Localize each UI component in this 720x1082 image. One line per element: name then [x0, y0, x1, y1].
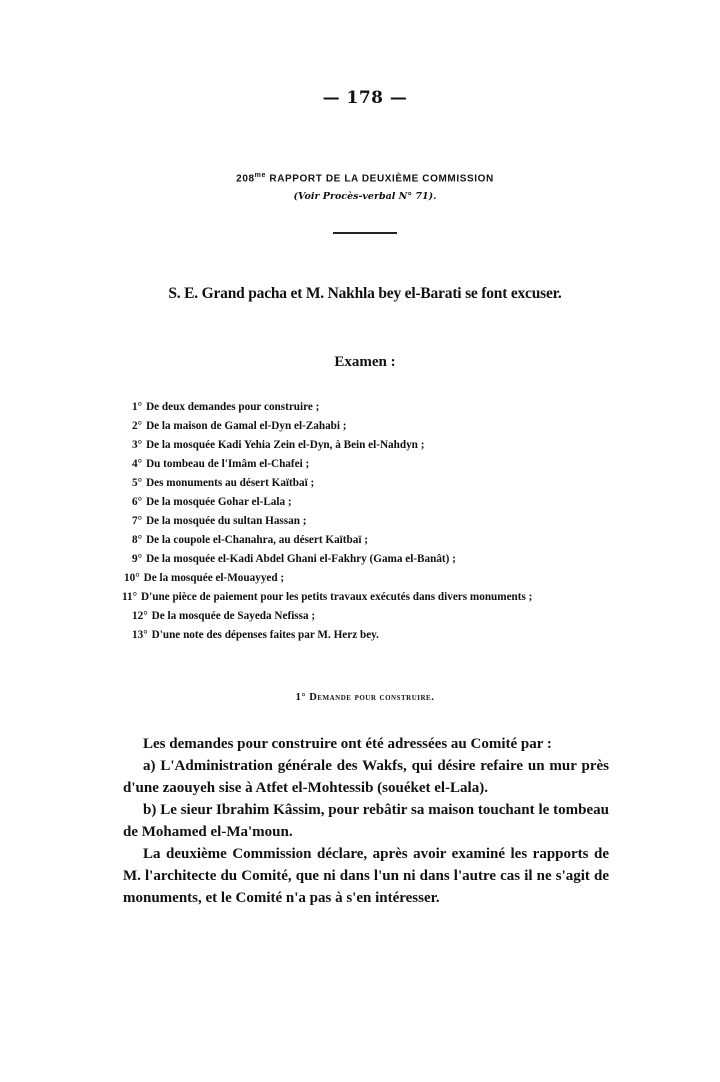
agenda-item: 9° De la mosquée el-Kadi Abdel Ghani el-Fakhry (Gama el-Banât) ;: [132, 553, 456, 565]
agenda-list: [122, 398, 612, 645]
report-title: [0, 172, 720, 185]
page-number: — 178 —: [322, 88, 408, 108]
agenda-item: 8° De la coupole el-Chanahra, au désert Kaïtbaï ;: [132, 534, 368, 546]
agenda-item: 1° De deux demandes pour construire ;: [132, 401, 320, 413]
report-title-text: RAPPORT DE LA DEUXIÈME COMMISSION: [269, 173, 494, 185]
agenda-item: 7° De la mosquée du sultan Hassan ;: [132, 515, 307, 527]
agenda-item: 6° De la mosquée Gohar el-Lala ;: [132, 496, 292, 508]
paragraph: Les demandes pour construire ont été adressées au Comité par :: [143, 736, 552, 752]
agenda-item: 5° Des monuments au désert Kaïtbaï ;: [132, 477, 315, 489]
report-ordinal-suffix: me: [254, 171, 266, 180]
section-body: [123, 733, 609, 909]
separator-rule: [333, 232, 397, 234]
excuse-line: S. E. Grand pacha et M. Nakhla bey el-Barati se font excuser.: [168, 285, 562, 302]
agenda-item: 12° De la mosquée de Sayeda Nefissa ;: [132, 610, 316, 622]
agenda-item: 11° D'une pièce de paiement pour les petits travaux exécutés dans divers monuments ;: [122, 591, 533, 603]
paragraph: a) L'Administration générale des Wakfs, qui désire refaire un mur près d'une zaouyeh sise à Atfet el-Mohtessib (souéket el-Lala).: [123, 758, 609, 796]
agenda-item: 3° De la mosquée Kadi Yehia Zein el-Dyn, à Bein el-Nahdyn ;: [132, 439, 425, 451]
paragraph: La deuxième Commission déclare, après avoir examiné les rapports de M. l'architecte du Comité, que ni dans l'un ni dans l'autre cas il ne s'agit de monuments, et le Comité n'a pas à s'en intéresser.: [123, 846, 609, 906]
agenda-item: 10° De la mosquée el-Mouayyed ;: [124, 572, 285, 584]
paragraph: b) Le sieur Ibrahim Kâssim, pour rebâtir sa maison touchant le tombeau de Mohamed el-Ma'moun.: [123, 802, 609, 840]
examen-title: Examen :: [334, 354, 396, 370]
report-reference: (Voir Procès-verbal N° 71).: [293, 191, 437, 202]
agenda-item: 4° Du tombeau de l'Imâm el-Chafei ;: [132, 458, 310, 470]
report-ordinal: 208: [236, 173, 255, 185]
section-heading: 1° Demande pour construire.: [295, 692, 435, 703]
agenda-item: 2° De la maison de Gamal el-Dyn el-Zahabi ;: [132, 420, 347, 432]
agenda-item: 13° D'une note des dépenses faites par M. Herz bey.: [132, 629, 379, 641]
